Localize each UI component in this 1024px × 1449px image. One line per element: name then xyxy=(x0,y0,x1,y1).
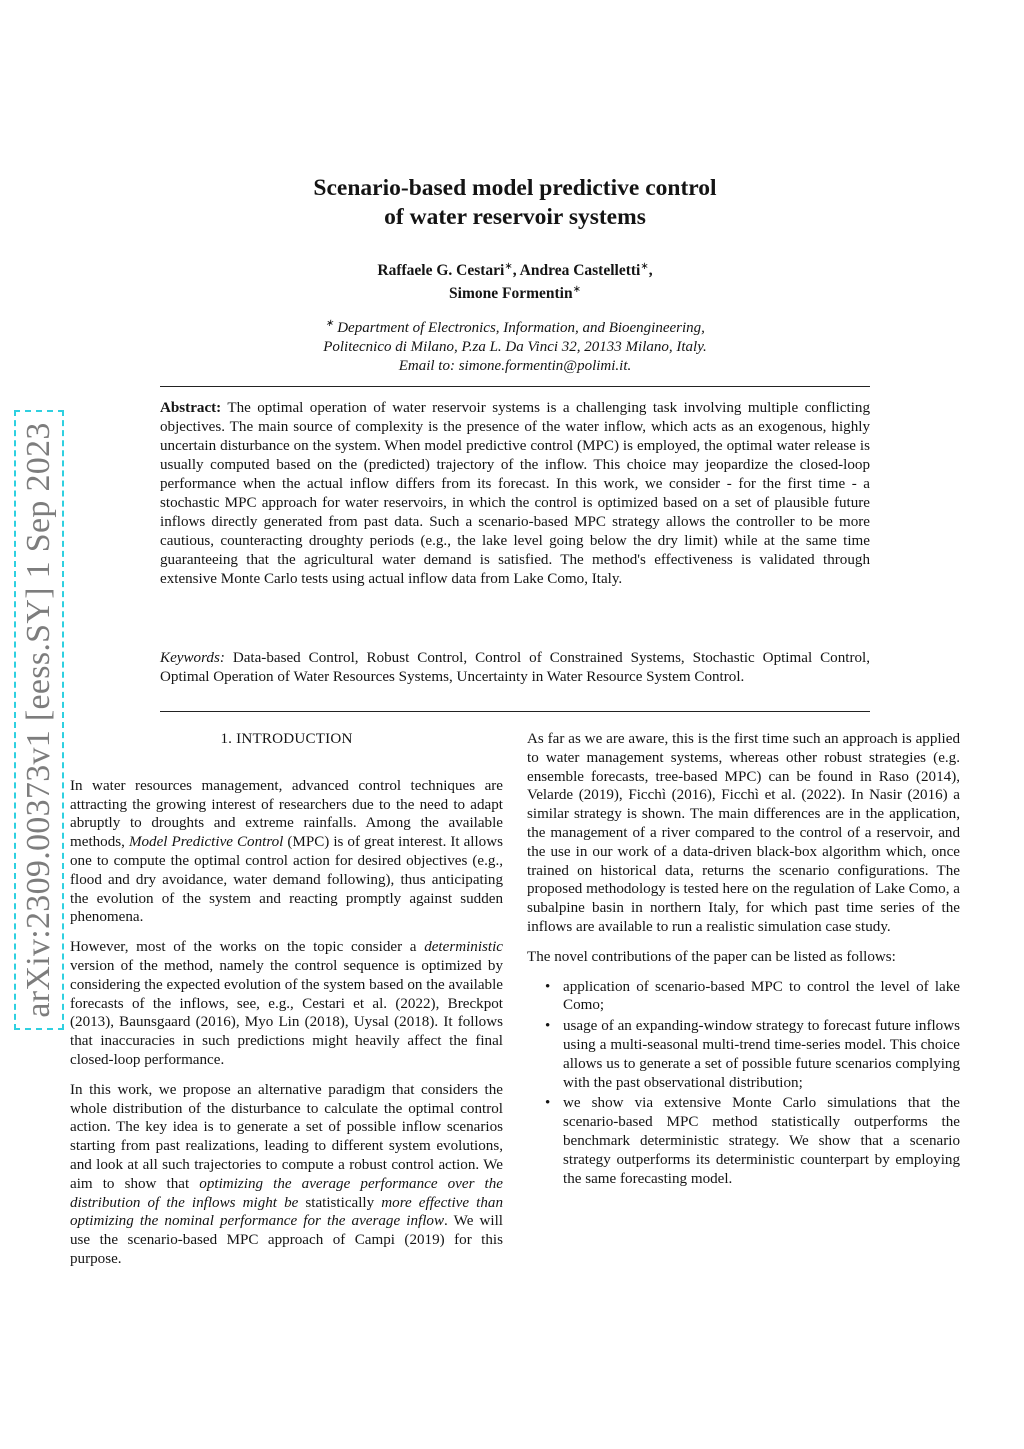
author-line-1: Raffaele G. Cestari∗, Andrea Castelletti∗, xyxy=(377,261,653,280)
title-line-1: Scenario-based model predictive control xyxy=(313,175,717,201)
keywords xyxy=(160,649,870,687)
top-rule xyxy=(160,386,870,387)
intro-paragraph-1: In water resources management, advanced control techniques are attracting the growing interest of researchers due to the need to adapt abruptly to droughts and extreme rainfalls. Among the available methods, Model Predictive Control (MPC) is of great interest. It allows one to compute the optimal control action for desired objectives (e.g., flood and dry avoidance, water demand following), thus anticipating the evolution of the system and reacting promptly against sudden phenomena. xyxy=(70,777,504,926)
keywords-text: Data-based Control, Robust Control, Control of Constrained Systems, Stochastic Optimal Control, Optimal Operation of Water Resources Systems, Uncertainty in Water Resource System Control. xyxy=(160,650,870,685)
affiliation-line-1 xyxy=(160,314,870,338)
affiliation-email: Email to: simone.formentin@polimi.it. xyxy=(398,358,632,374)
intro-paragraph-3: In this work, we propose an alternative paradigm that considers the whole distribution of the disturbance to calculate the optimal control action. The key idea is to generate a set of possible inflow scenarios starting from past realizations, leading to different system evolutions, and look at all such trajectories to compute a robust control action. We aim to show that optimizing the average performance over the distribution of the inflows might be statistically more effective than optimizing the nominal performance for the average inflow. We will use the scenario-based MPC approach of Campi (2019) for this purpose. xyxy=(70,1081,503,1267)
author-list xyxy=(160,257,870,303)
list-item: • usage of an expanding-window strategy to forecast future inflows using a multi-seasonal multi-trend time-series model. This choice allows us to generate a set of possible future scenarios complying with the past observational distribution; xyxy=(545,1018,960,1091)
author-name: Simone Formentin xyxy=(449,285,573,303)
author-name: Andrea Castelletti xyxy=(519,262,641,280)
affiliation-department: Department of Electronics, Information, and Bioengineering, xyxy=(337,320,705,336)
contributions-list xyxy=(527,978,960,1189)
bottom-rule xyxy=(160,711,870,712)
affiliation-mark: ∗ xyxy=(640,261,649,272)
affiliation-mark: ∗ xyxy=(504,261,513,272)
abstract xyxy=(160,399,870,589)
title-line-2: of water reservoir systems xyxy=(384,204,646,230)
list-item: • application of scenario-based MPC to control the level of lake Como; xyxy=(545,978,960,1014)
bullet-icon: • xyxy=(545,978,551,995)
left-column xyxy=(70,730,503,1280)
abstract-label: Abstract: xyxy=(160,400,222,416)
affiliation-mark: ∗ xyxy=(572,284,581,296)
author-name: Raffaele G. Cestari xyxy=(377,262,505,280)
arxiv-identifier: arXiv:2309.00373v1 [eess.SY] 1 Sep 2023 xyxy=(20,422,57,1018)
abstract-text: The optimal operation of water reservoir systems is a challenging task involving multiple conflicting objectives. The main source of complexity is the presence of the water inflow, which acts as an exogenous, highly uncertain disturbance on the system. When model predictive control (MPC) is employed, the optimal water release is usually computed based on the (predicted) trajectory of the inflow. This choice may jeopardize the closed-loop performance when the actual inflow differs from its forecast. In this work, we consider - for the first time - a stochastic MPC approach for water reservoirs, in which the control is optimized based on a set of plausible future inflows directly generated from past data. Such a scenario-based MPC strategy allows the controller to be more cautious, counteracting droughty periods (e.g., the lake level going below the dry limit) while at the same time guaranteeing that the agricultural water demand is satisfied. The method's effectiveness is validated through extensive Monte Carlo tests using actual inflow data from Lake Como, Italy. xyxy=(160,400,870,587)
affiliation-line-2: Politecnico di Milano, P.za L. Da Vinci 32, 20133 Milano, Italy. xyxy=(323,339,707,355)
bullet-icon: • xyxy=(545,1018,551,1035)
intro-paragraph-5: The novel contributions of the paper can be listed as follows: xyxy=(527,948,896,965)
intro-paragraph-4: As far as we are aware, this is the first time such an approach is applied to water management systems, whereas other robust strategies (e.g. ensemble forecasts, tree-based MPC) can be found in Raso (2014), Velarde (2019), Ficchì (2016), Ficchì et al. (2022). In Nasir (2016) a similar strategy is shown. The main differences are in the application, the management of a river compared to the control of a reservoir, and the use in our work of a data-driven black-box algorithm which, once trained on historical data, returns the scenario configurations. The proposed methodology is tested here on the regulation of Lake Como, a subalpine basin in northern Italy, for which past time series of the inflows are available to run a realistic simulation case study. xyxy=(527,731,960,935)
section-heading-introduction: 1. INTRODUCTION xyxy=(220,731,353,747)
list-item: • we show via extensive Monte Carlo simulations that the scenario-based MPC method statistically outperforms the benchmark deterministic strategy. We show that a scenario strategy outperforms its deterministic counterpart by employing the same forecasting model. xyxy=(545,1095,960,1187)
affiliation-mark: ∗ xyxy=(325,318,334,329)
bullet-icon: • xyxy=(545,1095,551,1112)
right-column xyxy=(527,730,960,1190)
author-line-2 xyxy=(160,280,870,303)
intro-paragraph-2: However, most of the works on the topic consider a deterministic version of the method, namely the control sequence is optimized by considering the expected evolution of the system based on the available forecasts of the inflows, see, e.g., Cestari et al. (2022), Breckpot (2013), Baunsgaard (2016), Myo Lin (2018), Uysal (2018). It follows that inaccuracies in such predictions might heavily affect the final closed-loop performance. xyxy=(70,939,503,1068)
paper-title xyxy=(160,174,870,232)
affiliation xyxy=(160,314,870,376)
keywords-label: Keywords: xyxy=(160,650,225,666)
